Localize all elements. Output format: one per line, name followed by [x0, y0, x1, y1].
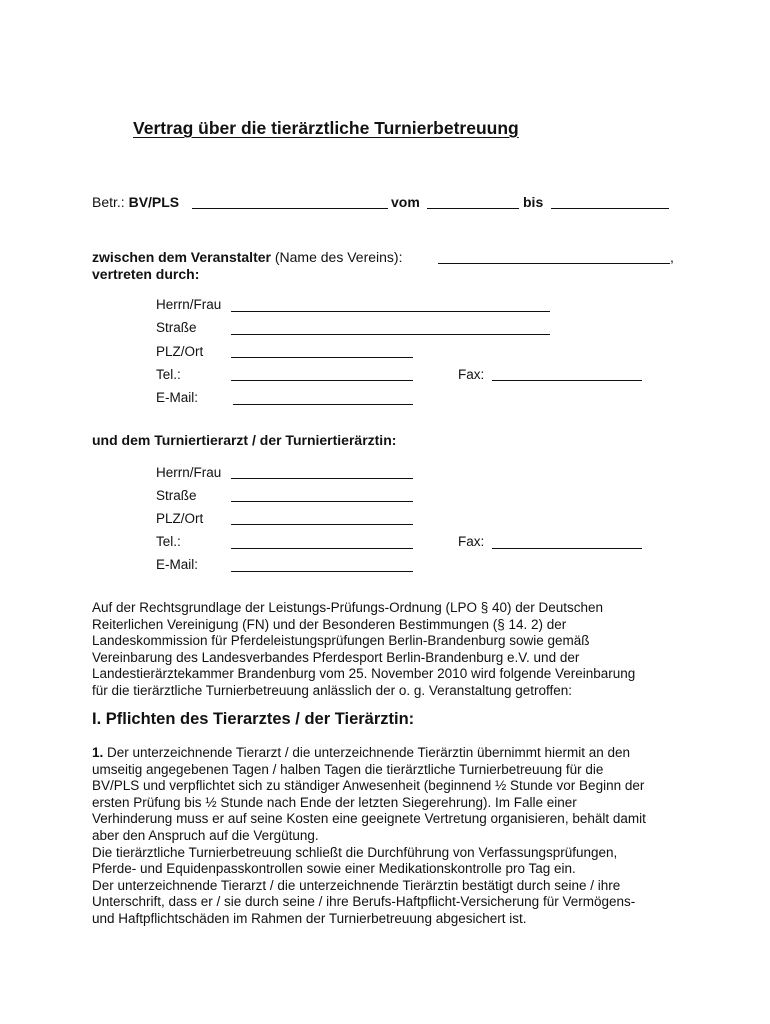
paragraph-line: ersten Prüfung bis ½ Stunde nach Ende der letzten Siegerehrung). Im Falle einer	[92, 794, 577, 810]
t-email-label: E-Mail:	[156, 557, 199, 572]
v-strasse-label: Straße	[156, 320, 197, 335]
paragraph-line: aber den Anspruch auf die Vergütung.	[92, 827, 319, 843]
bis-date-field[interactable]	[551, 208, 669, 209]
verein-name-label: (Name des Vereins):	[274, 249, 403, 265]
comma: ,	[670, 249, 674, 265]
v-fax-field[interactable]	[492, 380, 642, 381]
veranstalter-label: zwischen dem Veranstalter	[92, 249, 271, 265]
v-tel-label: Tel.:	[156, 367, 181, 382]
paragraph-line: Der unterzeichnende Tierarzt / die unterzeichnende Tierärztin bestätigt durch seine / ihre	[92, 877, 621, 893]
v-name-label: Herrn/Frau	[156, 297, 222, 312]
t-fax-field[interactable]	[492, 548, 642, 549]
section1-paragraph	[92, 745, 692, 928]
v-plz-label: PLZ/Ort	[156, 344, 204, 359]
t-strasse-label: Straße	[156, 488, 197, 503]
vom-date-field[interactable]	[427, 208, 519, 209]
bis-label: bis	[523, 194, 544, 210]
paragraph-line	[92, 745, 692, 762]
t-name-label: Herrn/Frau	[156, 465, 222, 480]
paragraph-text: Der unterzeichnende Tierarzt / die unterzeichnende Tierärztin übernimmt hiermit an den	[107, 745, 631, 760]
vom-label: vom	[391, 194, 420, 210]
verein-name-field[interactable]	[438, 263, 670, 264]
item-number: 1.	[92, 745, 104, 760]
t-fax-label: Fax:	[458, 534, 485, 549]
paragraph-line: umseitig angegebenen Tagen / halben Tagen die tierärztliche Turnierbetreuung für die	[92, 761, 604, 777]
betr-label: Betr.:	[92, 194, 125, 210]
t-strasse-field[interactable]	[231, 501, 413, 502]
tierarzt-heading: und dem Turniertierarzt / der Turniertierärztin:	[92, 432, 397, 448]
rechtsgrundlage-paragraph	[92, 600, 692, 700]
paragraph-line: BV/PLS und verpflichtet sich zu ständiger Anwesenheit (beginnend ½ Stunde vor Beginn der	[92, 778, 645, 794]
paragraph-line: Auf der Rechtsgrundlage der Leistungs-Prüfungs-Ordnung (LPO § 40) der Deutschen	[92, 600, 604, 615]
t-plz-field[interactable]	[231, 524, 413, 525]
v-tel-field[interactable]	[231, 380, 413, 381]
betr-line	[92, 194, 179, 210]
veranstalter-intro	[92, 249, 402, 265]
paragraph-line: Reiterlichen Vereinigung (FN) und der Besonderen Bestimmungen (§ 14. 2) der	[92, 616, 567, 632]
t-plz-label: PLZ/Ort	[156, 511, 204, 526]
paragraph-line: Unterschrift, dass er / sie durch seine / ihre Berufs-Haftpflicht-Versicherung für Vermögens-	[92, 894, 636, 910]
v-name-field[interactable]	[231, 311, 550, 312]
paragraph-line: Landeskommission für Pferdeleistungsprüfungen Berlin-Brandenburg sowie gemäß	[92, 633, 590, 649]
paragraph-line: Vereinbarung des Landesverbandes Pferdesport Berlin-Brandenburg e.V. und der	[92, 649, 580, 665]
paragraph-line: Landestierärztekammer Brandenburg vom 25. November 2010 wird folgende Vereinbarung	[92, 666, 636, 682]
vertreten-durch-label: vertreten durch:	[92, 266, 200, 282]
v-plz-field[interactable]	[231, 357, 413, 358]
document-title: Vertrag über die tierärztliche Turnierbetreuung	[133, 118, 519, 138]
paragraph-line: Pferde- und Equidenpasskontrollen sowie einer Medikationskontrolle pro Tag ein.	[92, 861, 576, 877]
paragraph-line: und Haftpflichtschäden im Rahmen der Turnierbetreuung abgesichert ist.	[92, 910, 527, 926]
paragraph-line: Verhinderung muss er auf seine Kosten eine geeignete Vertretung organisieren, behält damit	[92, 811, 646, 827]
paragraph-line: Die tierärztliche Turnierbetreuung schließt die Durchführung von Verfassungsprüfungen,	[92, 844, 618, 860]
bvpls-label: BV/PLS	[128, 194, 180, 210]
t-email-field[interactable]	[231, 571, 413, 572]
paragraph-line: für die tierärztliche Turnierbetreuung anlässlich der o. g. Veranstaltung getroffen:	[92, 682, 573, 698]
v-email-field[interactable]	[233, 404, 413, 405]
t-tel-field[interactable]	[231, 548, 413, 549]
v-email-label: E-Mail:	[156, 390, 199, 405]
v-strasse-field[interactable]	[231, 334, 550, 335]
t-tel-label: Tel.:	[156, 534, 181, 549]
v-fax-label: Fax:	[458, 367, 485, 382]
t-name-field[interactable]	[231, 478, 413, 479]
section-heading: I. Pflichten des Tierarztes / der Tierärztin:	[92, 710, 415, 728]
bvpls-field[interactable]	[192, 208, 388, 209]
